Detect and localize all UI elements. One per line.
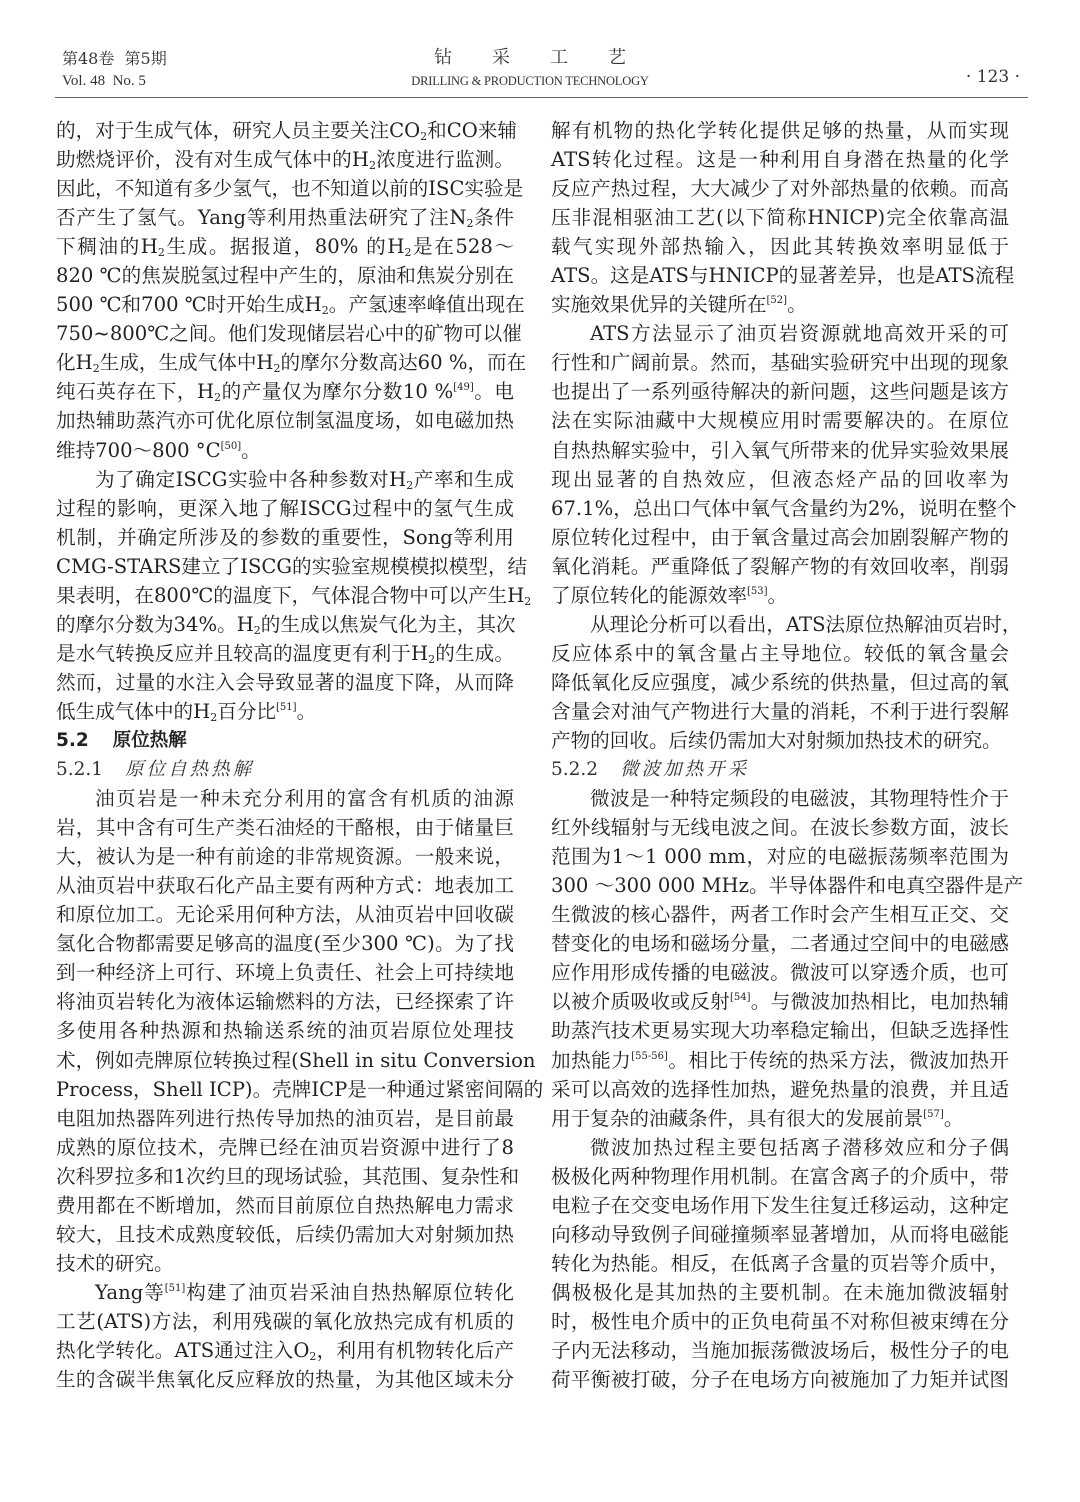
text-line: 热化学转化。ATS通过注入$O_2$，利用有机物转化后产 bbox=[56, 1338, 515, 1363]
text-line: 应作用形成传播的电磁波。微波可以穿透介质，也可 bbox=[551, 961, 1009, 985]
text-line: 下稠油的$H_2$生成。据报道，80% 的$H_2$是在528～ bbox=[56, 235, 514, 260]
text-line: 岩，其中含有可生产类石油烃的干酪根，由于储量巨 bbox=[56, 816, 514, 840]
text-line: ATS。这是ATS与HNICP的显著差异，也是ATS流程 bbox=[551, 264, 1015, 288]
text-line: 荷平衡被打破，分子在电场方向被施加了力矩并试图 bbox=[551, 1368, 1009, 1392]
text-line: 然而，过量的水注入会导致显著的温度下降，从而降 bbox=[56, 670, 514, 694]
text-line: 助蒸汽技术更易实现大功率稳定输出，但缺乏选择性 bbox=[551, 1019, 1009, 1043]
journal-title-cn: 钻采工艺 bbox=[434, 47, 666, 68]
heading-number: 5.2 bbox=[56, 729, 89, 751]
text-line: 大，被认为是一种有前途的非常规资源。一般来说， bbox=[56, 845, 514, 869]
text-line: 解有机物的热化学转化提供足够的热量，从而实现 bbox=[551, 119, 1009, 142]
text-line: 从理论分析可以看出，ATS法原位热解油页岩时， bbox=[590, 612, 1022, 636]
text-line: 以被介质吸收或反射[54]。与微波加热相比，电加热辅 bbox=[551, 990, 1010, 1014]
text-line: 加热能力[55-56]。相比于传统的热采方法，微波加热开 bbox=[551, 1048, 1010, 1072]
section-heading bbox=[56, 726, 514, 755]
text-line: 否产生了氢气。Yang等利用热重法研究了注$N_2$条件 bbox=[56, 206, 515, 231]
header-rule bbox=[55, 97, 1028, 98]
text-line: 和原位加工。无论采用何种方法，从油页岩中回收碳 bbox=[56, 903, 514, 927]
text-line: 维持700～800 °C[50]。 bbox=[56, 438, 261, 462]
text-line: 反应产热过程，大大减少了对外部热量的依赖。而高 bbox=[551, 177, 1009, 201]
text-line: 机制，并确定所涉及的参数的重要性，Song等利用 bbox=[56, 525, 514, 549]
text-line: 子内无法移动，当施加振荡微波场后，极性分子的电 bbox=[551, 1338, 1009, 1362]
heading-title: 原位热解 bbox=[112, 729, 187, 751]
text-line: 到一种经济上可行、环境上负责任、社会上可持续地 bbox=[56, 961, 514, 985]
text-line: 微波是一种特定频段的电磁波，其物理特性介于 bbox=[590, 787, 1009, 811]
text-line: 氧化消耗。严重降低了裂解产物的有效回收率，削弱 bbox=[551, 554, 1009, 578]
text-line: 红外线辐射与无线电波之间。在波长参数方面，波长 bbox=[551, 816, 1009, 840]
text-line: 成熟的原位技术，壳牌已经在油页岩资源中进行了8 bbox=[56, 1135, 514, 1159]
text-line: 转化为热能。相反，在低离子含量的页岩等介质中， bbox=[551, 1251, 1009, 1275]
issue-info bbox=[62, 48, 167, 92]
text-line: 67.1%，总出口气体中氧气含量约为2%，说明在整个 bbox=[551, 496, 1017, 520]
text-line: 偶极极化是其加热的主要机制。在未施加微波辐射 bbox=[551, 1280, 1009, 1304]
page-number: · 123 · bbox=[965, 67, 1020, 87]
text-line: 750~800℃之间。他们发现储层岩心中的矿物可以催 bbox=[56, 322, 522, 346]
text-line: 次科罗拉多和1次约旦的现场试验，其范围、复杂性和 bbox=[56, 1164, 520, 1188]
text-line: 820 ℃的焦炭脱氢过程中产生的，原油和焦炭分别在 bbox=[56, 264, 514, 288]
issue-cn: 第5期 bbox=[124, 49, 167, 68]
volume-cn: 第48卷 bbox=[62, 49, 115, 68]
text-line: 过程的影响，更深入地了解ISCG过程中的氢气生成 bbox=[56, 496, 514, 520]
text-line: 的，对于生成气体，研究人员主要关注$CO_2$和CO来辅 bbox=[56, 119, 517, 143]
journal-title-en: DRILLING & PRODUCTION TECHNOLOGY bbox=[411, 74, 649, 88]
text-line: 术，例如壳牌原位转换过程(Shell in situ Conversion bbox=[56, 1048, 536, 1072]
text-line: 电阻加热器阵列进行热传导加热的油页岩，是目前最 bbox=[56, 1106, 514, 1130]
text-line: ATS方法显示了油页岩资源就地高效开采的可 bbox=[590, 322, 1009, 346]
text-line: 费用都在不断增加，然而目前原位自热热解电力需求 bbox=[56, 1193, 514, 1217]
text-line: 助燃烧评价，没有对生成气体中的$H_2$浓度进行监测。 bbox=[56, 148, 514, 173]
text-line: 法在实际油藏中大规模应用时需要解决的。在原位 bbox=[551, 409, 1009, 433]
text-line: 纯石英存在下，$H_2$的产量仅为摩尔分数10 %[49]。电 bbox=[56, 380, 514, 405]
text-line: 加热辅助蒸汽亦可优化原位制氢温度场，如电磁加热 bbox=[56, 409, 514, 433]
text-line: 极极化两种物理作用机制。在富含离子的介质中，带 bbox=[551, 1164, 1009, 1188]
heading-title: 原位自热热解 bbox=[125, 759, 255, 781]
text-line: 时，极性电介质中的正负电荷虽不对称但被束缚在分 bbox=[551, 1309, 1009, 1333]
volume-en: Vol. 48 bbox=[62, 73, 106, 89]
text-line: 技术的研究。 bbox=[56, 1251, 174, 1275]
text-line: 自热热解实验中，引入氧气所带来的优异实验效果展 bbox=[551, 438, 1009, 462]
text-line: Process，Shell ICP)。壳牌ICP是一种通过紧密间隔的 bbox=[56, 1077, 544, 1101]
subsection-heading bbox=[56, 755, 514, 784]
text-line: 果表明，在800℃的温度下，气体混合物中可以产生$H_2$ bbox=[56, 583, 532, 608]
text-line: 微波加热过程主要包括离子潜移效应和分子偶 bbox=[590, 1135, 1009, 1159]
text-line: 也提出了一系列亟待解决的新问题，这些问题是该方 bbox=[551, 380, 1009, 404]
left-column bbox=[56, 116, 544, 1394]
text-line: 500 ℃和700 ℃时开始生成$H_2$。产氢速率峰值出现在 bbox=[56, 293, 525, 318]
text-line: 降低氧化反应强度，减少系统的供热量，但过高的氧 bbox=[551, 670, 1009, 694]
heading-title: 微波加热开采 bbox=[620, 759, 750, 781]
text-line: 生的含碳半焦氧化反应释放的热量，为其他区域未分 bbox=[56, 1368, 514, 1392]
text-line: 低生成气体中的$H_2$百分比[51]。 bbox=[56, 699, 317, 724]
text-line: 压非混相驱油工艺(以下简称HNICP)完全依靠高温 bbox=[551, 206, 1009, 230]
text-line: 多使用各种热源和热输送系统的油页岩原位处理技 bbox=[56, 1019, 514, 1043]
text-line: 产物的回收。后续仍需加大对射频加热技术的研究。 bbox=[551, 728, 1002, 752]
text-line: ATS转化过程。这是一种利用自身潜在热量的化学 bbox=[551, 148, 1009, 172]
text-line: 实施效果优异的关键所在[52]。 bbox=[551, 293, 807, 317]
text-line: 从油页岩中获取石化产品主要有两种方式：地表加工 bbox=[56, 874, 514, 898]
text-line: 的摩尔分数为34%。$H_2$的生成以焦炭气化为主，其次 bbox=[56, 612, 516, 637]
text-line: 300 ～300 000 MHz。半导体器件和电真空器件是产 bbox=[551, 874, 1024, 898]
heading-number: 5.2.2 bbox=[551, 759, 599, 781]
journal-title bbox=[330, 46, 730, 91]
issue-en: No. 5 bbox=[112, 73, 146, 89]
text-line: 工艺(ATS)方法，利用残碳的氧化放热完成有机质的 bbox=[56, 1309, 514, 1333]
text-line: 替变化的电场和磁场分量，二者通过空间中的电磁感 bbox=[551, 932, 1009, 956]
text-line: 因此，不知道有多少氢气，也不知道以前的ISC实验是 bbox=[56, 177, 524, 201]
text-line: 氢化合物都需要足够高的温度(至少300 ℃)。为了找 bbox=[56, 932, 514, 956]
subsection-heading bbox=[551, 755, 1009, 784]
text-line: 原位转化过程中，由于氧含量过高会加剧裂解产物的 bbox=[551, 525, 1009, 549]
text-line: 是水气转换反应并且较高的温度更有利于$H_2$的生成。 bbox=[56, 641, 515, 666]
text-line: 采可以高效的选择性加热，避免热量的浪费，并且适 bbox=[551, 1077, 1009, 1101]
text-line: 含量会对油气产物进行大量的消耗，不利于进行裂解 bbox=[551, 699, 1009, 723]
text-line: 电粒子在交变电场作用下发生往复迁移运动，这种定 bbox=[551, 1193, 1009, 1217]
text-line: 将油页岩转化为液体运输燃料的方法，已经探索了许 bbox=[56, 990, 514, 1014]
text-line: 较大，且技术成熟度较低，后续仍需加大对射频加热 bbox=[56, 1222, 514, 1246]
right-column bbox=[551, 116, 1024, 1394]
text-line: 了原位转化的能源效率[53]。 bbox=[551, 583, 788, 607]
text-line: 行性和广阔前景。然而，基础实验研究中出现的现象 bbox=[551, 351, 1009, 375]
text-line: 用于复杂的油藏条件，具有很大的发展前景[57]。 bbox=[551, 1106, 964, 1130]
heading-number: 5.2.1 bbox=[56, 759, 104, 781]
text-line: 载气实现外部热输入，因此其转换效率明显低于 bbox=[551, 235, 1009, 259]
text-line: 现出显著的自热效应，但液态烃产品的回收率为 bbox=[551, 467, 1009, 491]
text-line: 生微波的核心器件，两者工作时会产生相互正交、交 bbox=[551, 903, 1009, 927]
text-line: CMG-STARS建立了ISCG的实验室规模模拟模型，结 bbox=[56, 554, 528, 578]
text-line: 范围为1～1 000 mm，对应的电磁振荡频率范围为 bbox=[551, 845, 1009, 869]
text-line: 油页岩是一种未充分利用的富含有机质的油源 bbox=[95, 787, 514, 811]
text-line: 为了确定ISCG实验中各种参数对$H_2$产率和生成 bbox=[95, 467, 514, 492]
text-line: 向移动导致例子间碰撞频率显著增加，从而将电磁能 bbox=[551, 1222, 1009, 1246]
text-line: 化$H_2$生成，生成气体中$H_2$的摩尔分数高达60 %，而在 bbox=[56, 351, 527, 376]
text-line: 反应体系中的氧含量占主导地位。较低的氧含量会 bbox=[551, 641, 1009, 665]
text-line: Yang等[51]构建了油页岩采油自热热解原位转化 bbox=[95, 1280, 515, 1304]
